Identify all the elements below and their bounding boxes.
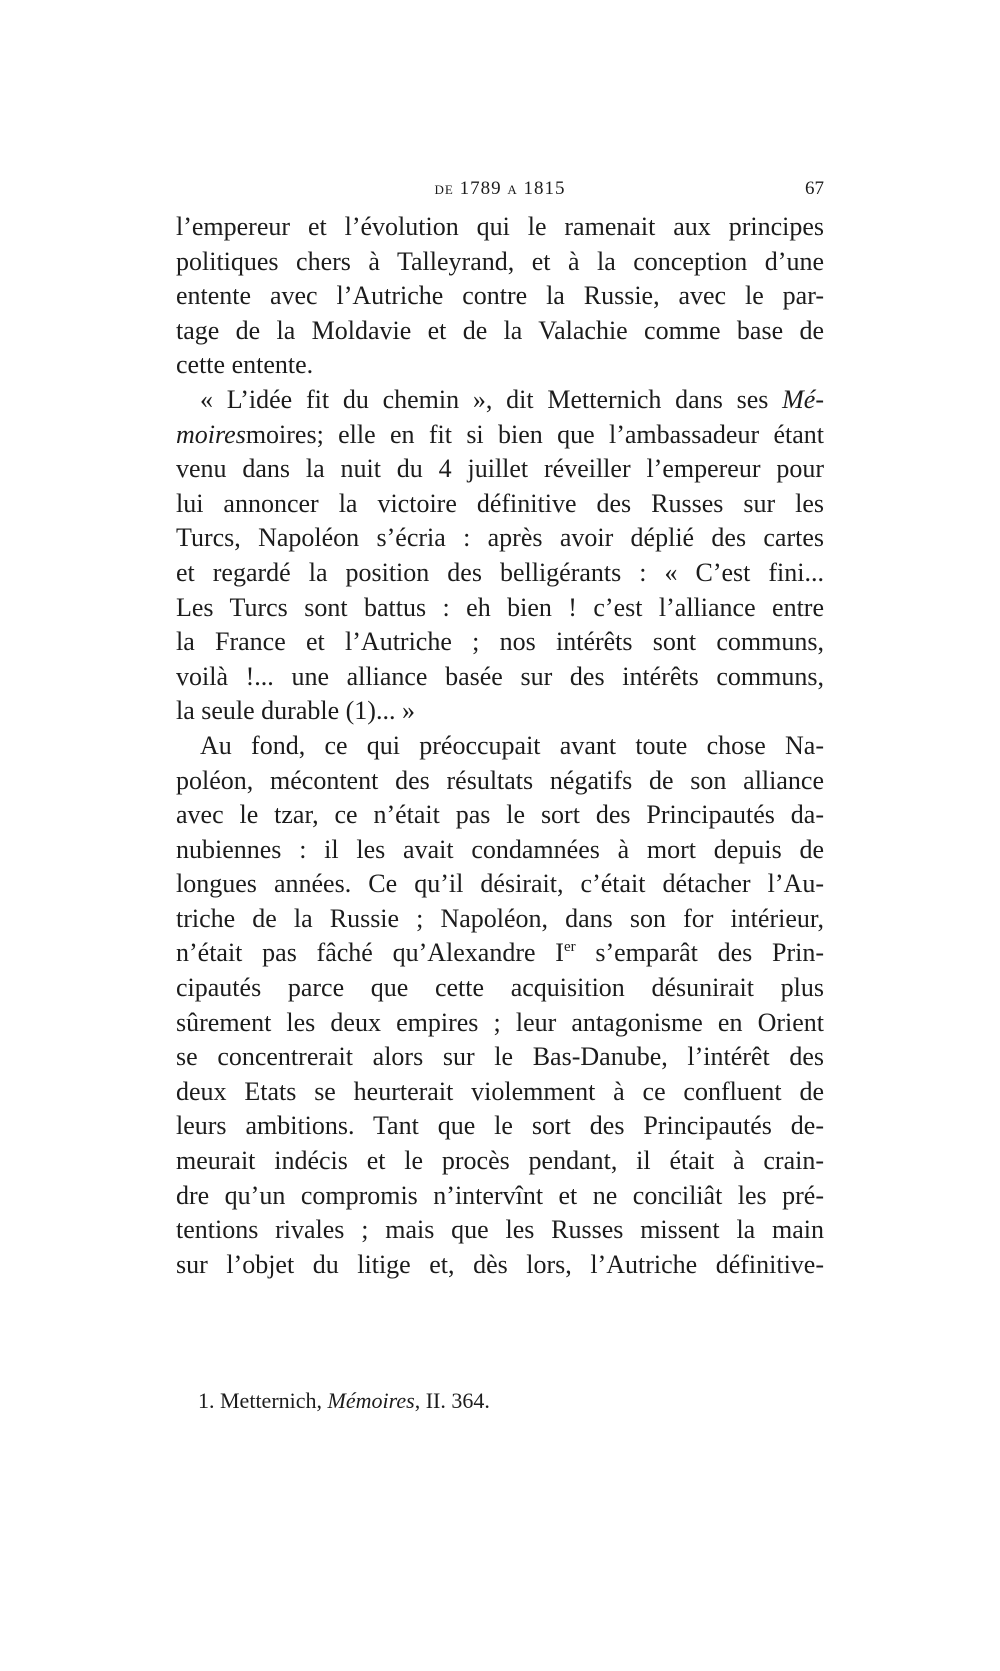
superscript: er [563, 939, 576, 956]
text-line [176, 418, 824, 453]
text-line: Les Turcs sont battus : eh bien ! c’est l’alliance entre [176, 592, 824, 622]
body-text [176, 210, 824, 1282]
text-line: triche de la Russie ; Napoléon, dans son for intérieur, [176, 903, 824, 933]
running-head [176, 178, 824, 208]
italic-title: Mé- [782, 384, 824, 414]
text-line: entente avec l’Autriche contre la Russie, avec le par- [176, 281, 824, 311]
text-line [176, 936, 824, 971]
text-line: Turcs, Napoléon s’écria : après avoir déplié des cartes [176, 523, 824, 553]
text-line: et regardé la position des belligérants : « C’est fini... [176, 557, 824, 587]
text-line: se concentrerait alors sur le Bas-Danube, l’intérêt des [176, 1042, 824, 1072]
text-line: sur l’objet du litige et, dès lors, l’Autriche définitive- [176, 1249, 824, 1279]
text-line: sûrement les deux empires ; leur antagonisme en Orient [176, 1007, 824, 1037]
text-line: venu dans la nuit du 4 juillet réveiller l’empereur pour [176, 454, 824, 484]
text-fragment: « L’idée fit du chemin », dit Metternich dans ses [200, 384, 783, 414]
text-fragment: s’emparât des Prin- [575, 938, 824, 968]
text-line [176, 383, 824, 418]
text-line: politiques chers à Talleyrand, et à la conception d’une [176, 246, 824, 276]
text-line: Au fond, ce qui préoccupait avant toute chose Na- [200, 730, 824, 760]
text-fragment: n’était pas fâché qu’Alexandre I [176, 938, 564, 968]
text-line: poléon, mécontent des résultats négatifs de son alliance [176, 765, 824, 795]
running-title: de 1789 a 1815 [434, 178, 566, 199]
text-line: lui annoncer la victoire définitive des Russes sur les [176, 488, 824, 518]
text-line: tage de la Moldavie et de la Valachie comme base de [176, 315, 824, 345]
page-number: 67 [805, 178, 824, 199]
text-line: meurait indécis et le procès pendant, il était à crain- [176, 1146, 824, 1176]
footnote-author: Metternich, [220, 1388, 323, 1413]
text-line: l’empereur et l’évolution qui le ramenait aux principes [176, 212, 824, 241]
text-line: deux Etats se heurterait violemment à ce confluent de [176, 1076, 824, 1106]
text-line: voilà !... une alliance basée sur des intérêts communs, [176, 661, 824, 691]
text-line: nubiennes : il les avait condamnées à mort depuis de [176, 834, 824, 864]
text-line: leurs ambitions. Tant que le sort des Principautés de- [176, 1111, 824, 1141]
text-line: la seule durable (1)... » [176, 696, 415, 726]
italic-title: moires [176, 419, 246, 449]
text-line: la France et l’Autriche ; nos intérêts sont communs, [176, 627, 824, 657]
footnote-number: 1. [198, 1388, 215, 1413]
text-fragment: moires; elle en fit si bien que l’ambassadeur étant [245, 419, 824, 449]
text-line: dre qu’un compromis n’intervînt et ne conciliât les pré- [176, 1180, 824, 1210]
text-line: cette entente. [176, 350, 314, 380]
footnote [198, 1386, 818, 1416]
text-line: cipautés parce que cette acquisition désunirait plus [176, 973, 824, 1003]
text-line: longues années. Ce qu’il désirait, c’était détacher l’Au- [176, 869, 824, 899]
footnote-title: Mémoires [327, 1388, 415, 1413]
footnote-reference: , II. 364. [414, 1388, 490, 1413]
text-line: avec le tzar, ce n’était pas le sort des Principautés da- [176, 800, 824, 830]
text-line: tentions rivales ; mais que les Russes missent la main [176, 1215, 824, 1245]
